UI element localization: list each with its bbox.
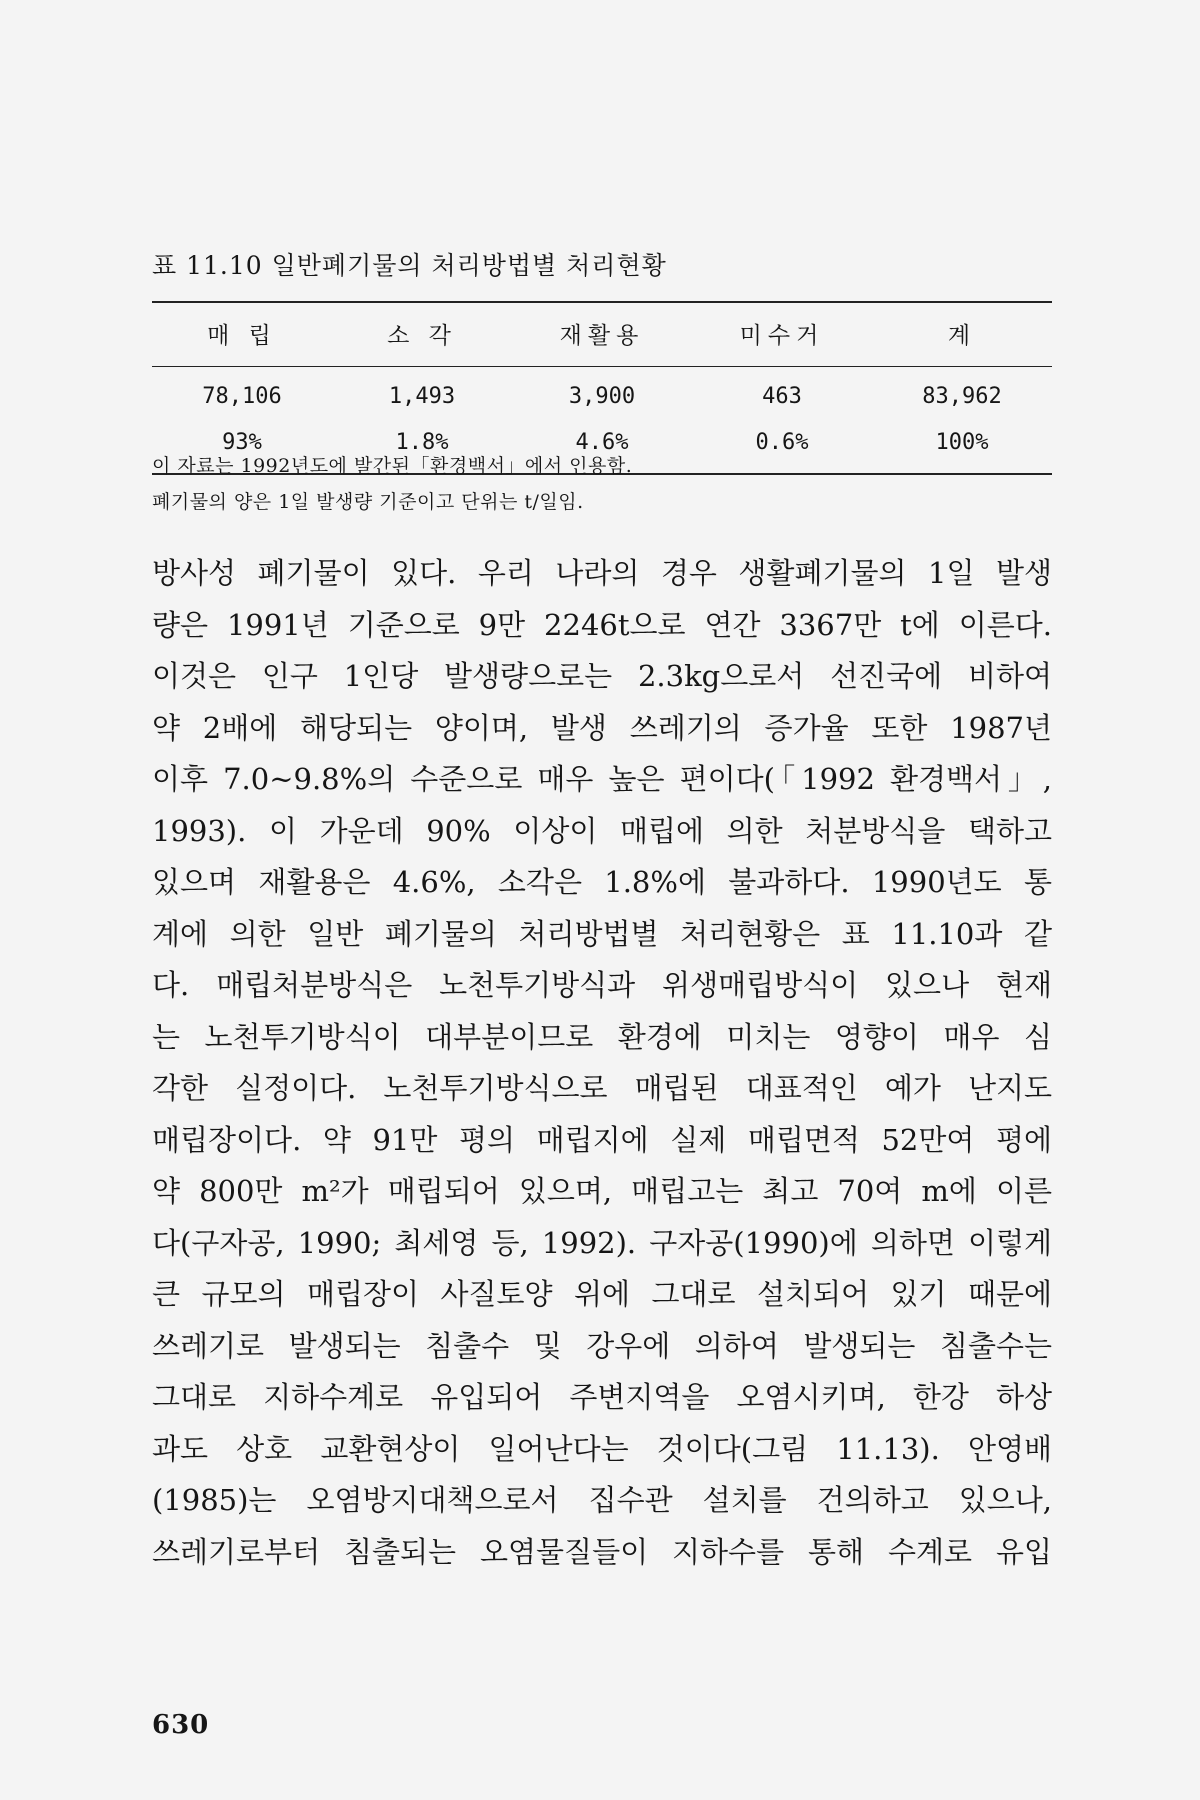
text-line: 이것은 인구 1인당 발생량으로는 2.3kg으로서 선진국에 비하여	[152, 659, 1052, 693]
text-line: 매립장이다. 약 91만 평의 매립지에 실제 매립면적 52만여 평에	[152, 1122, 1052, 1157]
table-note: 이 자료는 1992년도에 발간된「환경백서」에서 인용함.	[152, 455, 633, 477]
table-cell: 83,962	[922, 384, 1002, 409]
text-line: 쓰레기로 발생되는 침출수 및 강우에 의하여 발생되는 침출수는	[152, 1328, 1052, 1363]
table-cell: 0.6%	[692, 420, 872, 474]
text-line: 다(구자공, 1990; 최세영 등, 1992). 구자공(1990)에 의하면 이렇게	[152, 1225, 1052, 1260]
text-line: 이후 7.0~9.8%의 수준으로 매우 높은 편이다(「1992 환경백서」,	[152, 762, 1052, 796]
table-cell: 463	[762, 384, 802, 409]
text-line: 각한 실정이다. 노천투기방식으로 매립된 대표적인 예가 난지도	[152, 1071, 1052, 1105]
text-line: 그대로 지하수계로 유입되어 주변지역을 오염시키며, 한강 하상	[152, 1380, 1052, 1414]
text-line: (1985)는 오염방지대책으로서 집수관 설치를 건의하고 있으나,	[152, 1483, 1052, 1517]
table-header-row	[152, 302, 1052, 367]
text-line: 쓰레기로부터 침출되는 오염물질들이 지하수를 통해 수계로 유입	[152, 1534, 1052, 1569]
text-line: 약 800만 m²가 매립되어 있으며, 매립고는 최고 70여 m에 이른	[152, 1174, 1052, 1208]
text-line: 과도 상호 교환현상이 일어난다는 것이다(그림 11.13). 안영배	[152, 1431, 1052, 1466]
text-line: 계에 의한 일반 폐기물의 처리방법별 처리현황은 표 11.10과 같	[152, 916, 1052, 951]
column-header-uncollected: 미수거	[692, 302, 872, 367]
text-line: 량은 1991년 기준으로 9만 2246t으로 연간 3367만 t에 이른다.	[152, 607, 1052, 642]
column-header-landfill: 매 립	[152, 302, 332, 367]
table-row	[152, 367, 1052, 421]
table-cell: 93%	[152, 420, 332, 474]
text-line: 큰 규모의 매립장이 사질토양 위에 그대로 설치되어 있기 때문에	[152, 1277, 1052, 1311]
table-note: 폐기물의 양은 1일 발생량 기준이고 단위는 t/일임.	[152, 491, 584, 513]
text-line: 있으며 재활용은 4.6%, 소각은 1.8%에 불과하다. 1990년도 통	[152, 865, 1052, 899]
table-notes	[152, 448, 632, 520]
table-cell: 78,106	[202, 384, 282, 409]
text-line: 다. 매립처분방식은 노천투기방식과 위생매립방식이 있으나 현재	[152, 968, 1052, 1002]
text-line: 는 노천투기방식이 대부분이므로 환경에 미치는 영향이 매우 심	[152, 1019, 1052, 1054]
table-cell: 4.6%	[512, 420, 692, 474]
table-cell: 3,900	[568, 384, 636, 409]
column-header-recycling: 재활용	[512, 302, 692, 367]
page-number: 630	[152, 1710, 210, 1740]
table-caption: 표 11.10 일반폐기물의 처리방법별 처리현황	[152, 251, 667, 280]
column-header-total: 계	[872, 302, 1052, 367]
body-text	[152, 548, 1052, 1578]
table-cell: 1,493	[388, 384, 456, 409]
text-line: 1993). 이 가운데 90% 이상이 매립에 의한 처분방식을 택하고	[152, 813, 1052, 848]
table-cell: 1.8%	[332, 420, 512, 474]
table-cell: 100%	[872, 420, 1052, 474]
text-line: 방사성 폐기물이 있다. 우리 나라의 경우 생활폐기물의 1일 발생	[152, 556, 1052, 590]
column-header-incineration: 소 각	[332, 302, 512, 367]
text-line: 약 2배에 해당되는 양이며, 발생 쓰레기의 증가율 또한 1987년	[152, 710, 1052, 745]
